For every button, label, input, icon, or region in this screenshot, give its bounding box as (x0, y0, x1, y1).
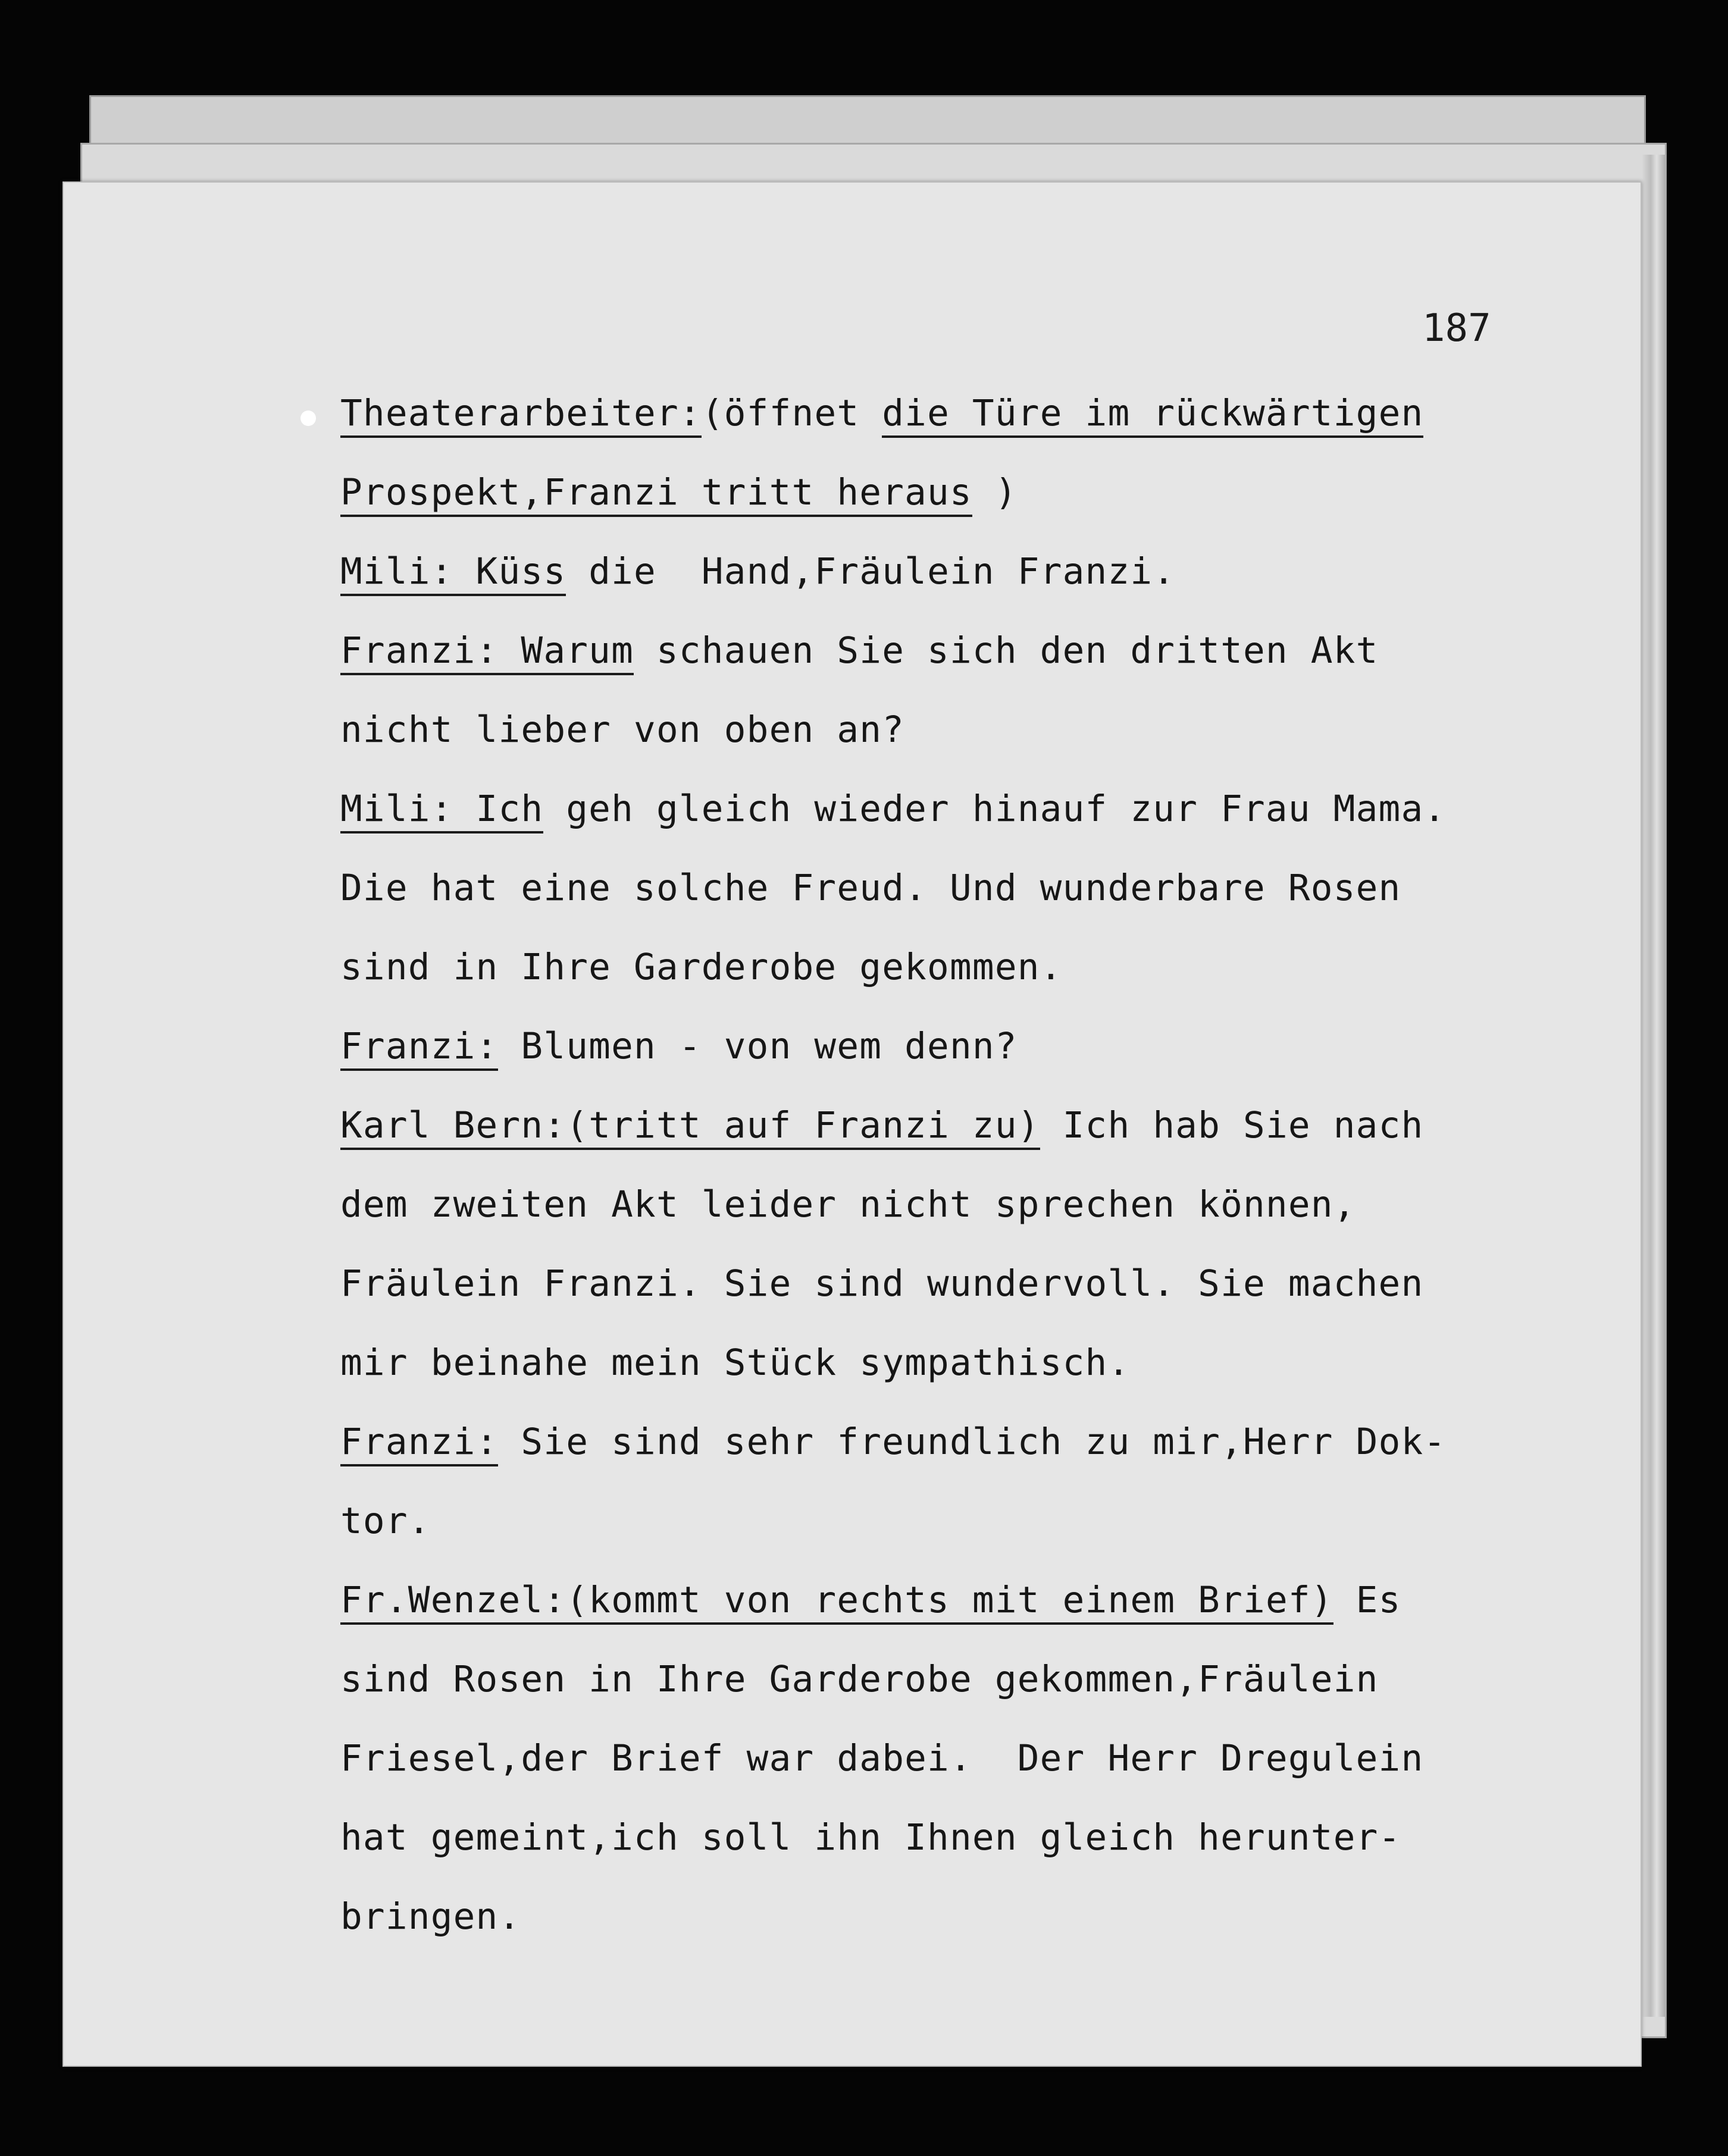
line-text: ) (972, 471, 1018, 513)
speaker-name: Theaterarbeiter: (340, 392, 702, 438)
text-line (340, 1481, 1584, 1560)
text-line (340, 532, 1584, 611)
line-text: hat gemeint,ich soll ihn Ihnen gleich herunter- (340, 1816, 1401, 1859)
text-line (340, 1086, 1584, 1165)
text-line (340, 769, 1584, 848)
text-line (340, 1402, 1584, 1481)
text-line (340, 453, 1584, 532)
speaker-name: Mili: Küss (340, 550, 566, 596)
text-line (340, 1560, 1584, 1640)
line-text: sind in Ihre Garderobe gekommen. (340, 946, 1063, 988)
line-text: Friesel,der Brief war dabei. Der Herr Dregulein (340, 1737, 1424, 1779)
line-text: Fräulein Franzi. Sie sind wundervoll. Sie machen (340, 1262, 1424, 1305)
text-line (340, 1165, 1584, 1244)
line-text: nicht lieber von oben an? (340, 709, 905, 751)
text-line (340, 1323, 1584, 1402)
speaker-name: Franzi: Warum (340, 629, 634, 675)
line-text: dem zweiten Akt leider nicht sprechen können, (340, 1183, 1356, 1226)
line-text: (öffnet (701, 392, 882, 434)
page-number: 187 (1422, 306, 1491, 350)
text-line (340, 374, 1584, 453)
line-text: die Hand,Fräulein Franzi. (566, 550, 1176, 593)
line-text: geh gleich wieder hinauf zur Frau Mama. (543, 788, 1447, 830)
speaker-name: Mili: Ich (340, 788, 543, 833)
line-text: bringen. (340, 1895, 521, 1938)
stage-direction: (tritt auf Franzi zu) (566, 1104, 1040, 1150)
speaker-name: Karl Bern: (340, 1104, 566, 1150)
line-text: sind Rosen in Ihre Garderobe gekommen,Fräulein (340, 1658, 1379, 1700)
line-text: Blumen - von wem denn? (498, 1025, 1018, 1067)
speaker-name: Franzi: (340, 1421, 498, 1466)
text-line (340, 690, 1584, 769)
typescript-body (340, 374, 1584, 1956)
stacked-sheet-edges (1642, 155, 1666, 2017)
line-text: Es (1333, 1579, 1401, 1621)
text-line (340, 927, 1584, 1007)
stage-direction: (kommt von rechts mit einem Brief) (566, 1579, 1333, 1625)
stage-direction: die Türe im rückwärtigen (882, 392, 1423, 438)
text-line (340, 1007, 1584, 1086)
text-line (340, 848, 1584, 927)
line-text: schauen Sie sich den dritten Akt (634, 629, 1379, 672)
text-line (340, 1244, 1584, 1323)
line-text: mir beinahe mein Stück sympathisch. (340, 1342, 1131, 1384)
text-line (340, 1640, 1584, 1719)
line-text: Die hat eine solche Freud. Und wunderbare Rosen (340, 867, 1401, 909)
text-line (340, 1719, 1584, 1798)
speaker-name: Franzi: (340, 1025, 498, 1071)
text-line (340, 611, 1584, 690)
stage-direction: Prospekt,Franzi tritt heraus (340, 471, 972, 517)
speaker-name: Fr.Wenzel: (340, 1579, 566, 1625)
line-text: Sie sind sehr freundlich zu mir,Herr Dok- (498, 1421, 1447, 1463)
line-text: tor. (340, 1500, 431, 1542)
line-text: Ich hab Sie nach (1040, 1104, 1424, 1146)
text-line (340, 1798, 1584, 1877)
punch-mark (300, 410, 316, 426)
text-line (340, 1877, 1584, 1956)
